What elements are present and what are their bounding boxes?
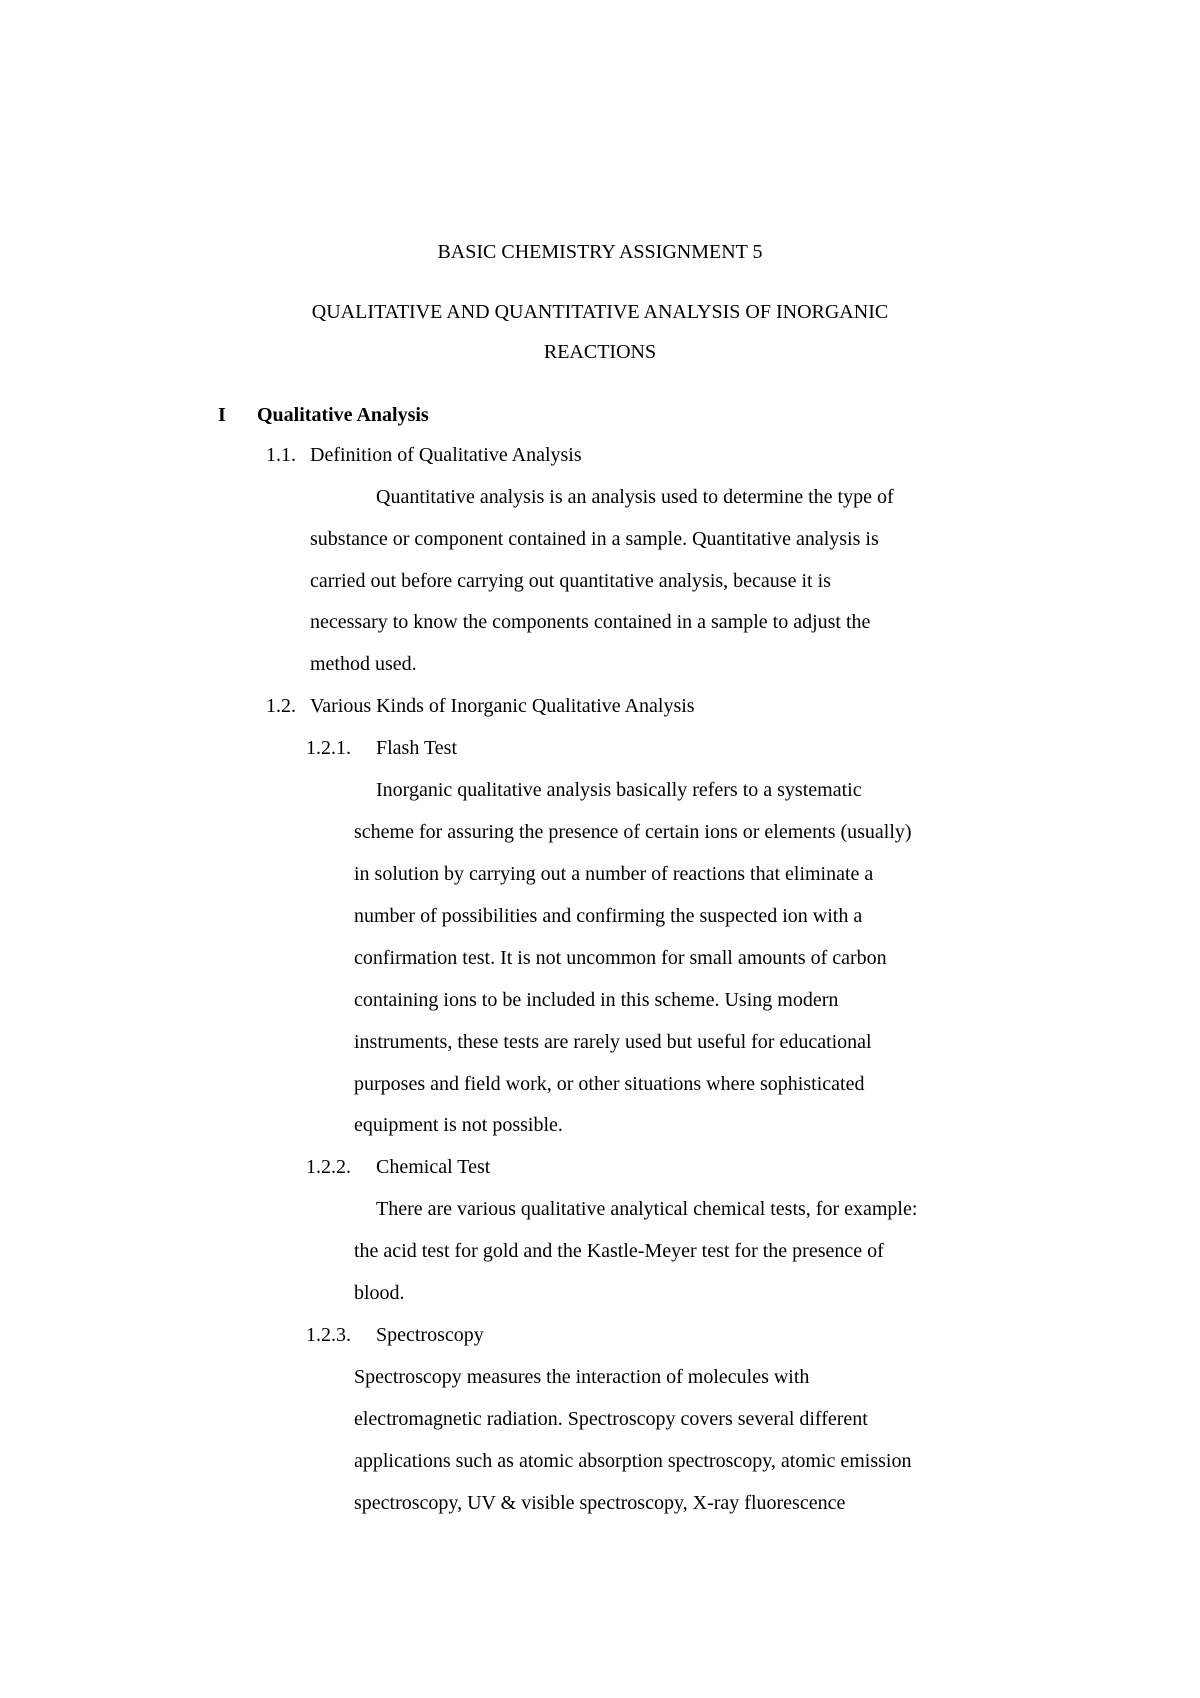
paragraph-line: the acid test for gold and the Kastle-Meyer test for the presence of	[354, 1240, 884, 1262]
subsection-1-1-number: 1.1.	[266, 444, 296, 466]
paragraph-line: electromagnetic radiation. Spectroscopy covers several different	[354, 1408, 868, 1430]
document-subtitle-line1: QUALITATIVE AND QUANTITATIVE ANALYSIS OF INORGANIC	[311, 301, 889, 323]
subsection-1-2-3-number: 1.2.3.	[306, 1324, 351, 1346]
paragraph-line: number of possibilities and confirming the suspected ion with a	[354, 905, 863, 927]
paragraph-line: necessary to know the components contained in a sample to adjust the	[310, 611, 871, 633]
paragraph-line: containing ions to be included in this scheme. Using modern	[354, 989, 839, 1011]
paragraph-line: substance or component contained in a sample. Quantitative analysis is	[310, 528, 879, 550]
paragraph-line: blood.	[354, 1282, 405, 1304]
paragraph-line: Spectroscopy measures the interaction of molecules with	[354, 1366, 810, 1388]
subsection-1-2-2-number: 1.2.2.	[306, 1156, 351, 1178]
subsection-1-2-number: 1.2.	[266, 695, 296, 717]
paragraph-line: scheme for assuring the presence of certain ions or elements (usually)	[354, 821, 912, 843]
section-1-number: I	[218, 404, 226, 426]
document-title: BASIC CHEMISTRY ASSIGNMENT 5	[437, 241, 763, 263]
subsection-1-2-1-heading: Flash Test	[376, 737, 458, 759]
paragraph-line: purposes and field work, or other situations where sophisticated	[354, 1073, 865, 1095]
paragraph-line: applications such as atomic absorption spectroscopy, atomic emission	[354, 1450, 912, 1472]
subsection-1-2-3-heading: Spectroscopy	[376, 1324, 484, 1346]
paragraph-line: equipment is not possible.	[354, 1114, 563, 1136]
subsection-1-1-heading: Definition of Qualitative Analysis	[310, 444, 582, 466]
subsection-1-2-heading: Various Kinds of Inorganic Qualitative Analysis	[310, 695, 695, 717]
paragraph-line: method used.	[310, 653, 417, 675]
paragraph-line: in solution by carrying out a number of reactions that eliminate a	[354, 863, 874, 885]
paragraph-line: confirmation test. It is not uncommon for small amounts of carbon	[354, 947, 887, 969]
paragraph-line: Quantitative analysis is an analysis used to determine the type of	[376, 486, 894, 508]
paragraph-line: instruments, these tests are rarely used but useful for educational	[354, 1031, 872, 1053]
paragraph-line: carried out before carrying out quantitative analysis, because it is	[310, 570, 831, 592]
subsection-1-2-2-heading: Chemical Test	[376, 1156, 491, 1178]
document-subtitle-line2: REACTIONS	[543, 341, 657, 363]
subsection-1-2-1-number: 1.2.1.	[306, 737, 351, 759]
paragraph-line: Inorganic qualitative analysis basically refers to a systematic	[376, 779, 862, 801]
paragraph-line: spectroscopy, UV & visible spectroscopy, X-ray fluorescence	[354, 1492, 846, 1514]
section-1-heading: Qualitative Analysis	[257, 404, 429, 426]
paragraph-line: There are various qualitative analytical chemical tests, for example:	[376, 1198, 918, 1220]
